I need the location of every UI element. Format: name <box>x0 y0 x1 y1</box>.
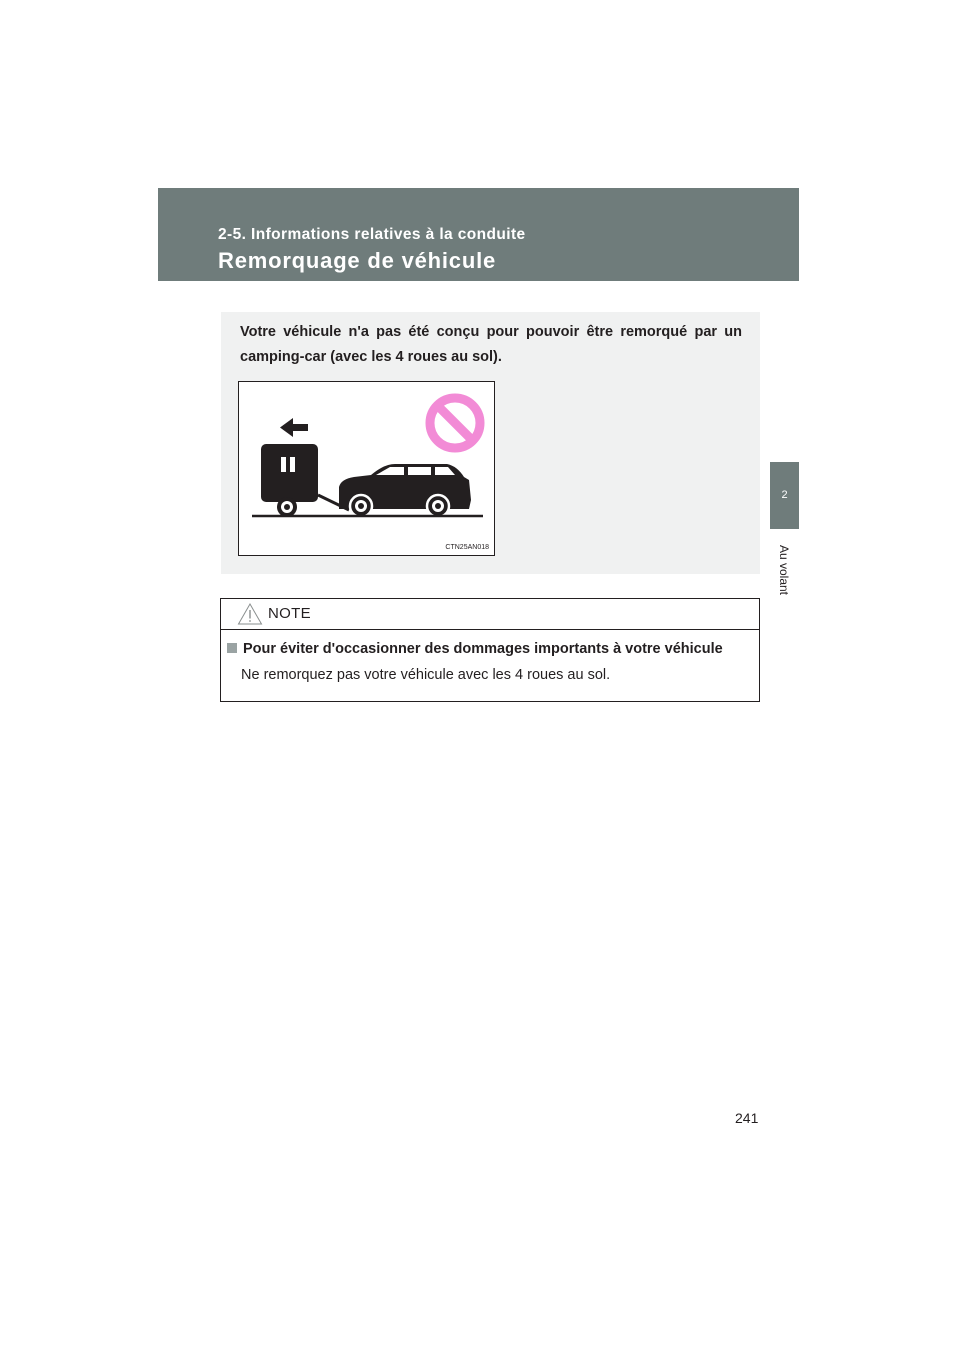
info-text: Votre véhicule n'a pas été conçu pour pouvoir être remorqué par un camping-car (avec les 4 roues au sol). <box>240 324 742 365</box>
note-heading-text: Pour éviter d'occasionner des dommages importants à votre véhicule <box>243 641 723 657</box>
prohibition-icon <box>430 398 480 448</box>
info-box <box>221 312 760 574</box>
figure-code: CTN25AN018 <box>445 544 489 551</box>
towing-illustration <box>238 381 495 556</box>
suv-icon <box>339 464 471 517</box>
direction-arrow-icon <box>280 418 308 437</box>
bullet-square-icon <box>227 643 237 653</box>
note-header <box>221 599 759 630</box>
note-heading <box>227 641 723 657</box>
note-label: NOTE <box>268 605 311 622</box>
chapter-tab: 2 <box>770 462 799 529</box>
header-band <box>158 188 799 281</box>
section-label: 2-5. Informations relatives à la conduite <box>218 226 526 243</box>
note-box <box>220 598 760 702</box>
note-body: Ne remorquez pas votre véhicule avec les 4 roues au sol. <box>241 667 611 683</box>
camper-trailer-icon <box>261 444 349 517</box>
page-number: 241 <box>735 1110 759 1126</box>
towing-drawing <box>239 382 494 555</box>
page-title: Remorquage de véhicule <box>218 248 497 273</box>
chapter-label: Au volant <box>777 544 791 596</box>
warning-triangle-icon <box>237 602 263 626</box>
